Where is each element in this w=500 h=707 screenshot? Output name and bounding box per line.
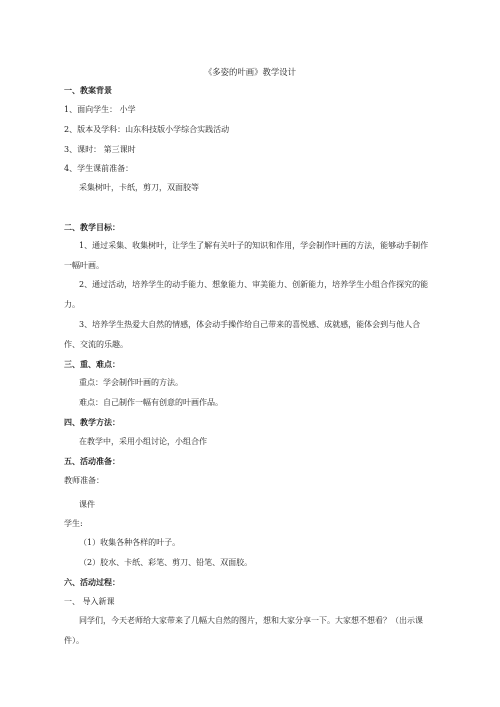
difficult-point: 难点：自己制作一幅有创意的叶画作品。 [79, 398, 223, 407]
section-heading-methods: 四、教学方法： [64, 417, 120, 427]
process-step-1-heading: 一、 导入新课 [64, 597, 115, 606]
target-students: 1、面向学生： 小学 [64, 105, 136, 114]
section-heading-preparation: 五、活动准备： [64, 456, 120, 466]
edition-subject: 2、版本及学科：山东科技版小学综合实践活动 [64, 125, 230, 134]
document-title: 《多姿的叶画》教学设计 [203, 67, 297, 77]
section-heading-objectives: 二、教学目标： [64, 222, 120, 232]
student-preparation-materials: 采集树叶，卡纸，剪刀，双面胶等 [79, 183, 199, 192]
section-heading-key-points: 三、重、难点： [64, 359, 120, 369]
key-point: 重点：学会制作叶画的方法。 [79, 378, 183, 387]
teacher-preparation-item: 课件 [79, 500, 95, 509]
teaching-method: 在教学中，采用小组讨论，小组合作 [79, 437, 207, 446]
objective-paragraph-1: 1、通过采集、收集树叶，让学生了解有关叶子的知识和作用，学会制作叶画的方法，能够动手制作一幅叶画。 [64, 241, 429, 270]
lesson-period: 3、课时： 第三课时 [64, 145, 136, 154]
teacher-preparation-label: 教师准备： [64, 476, 104, 485]
section-heading-background: 一、教案背景 [64, 85, 112, 95]
student-materials-item-2: （2）胶水、卡纸、彩笔、剪刀、铅笔、双面胶。 [79, 558, 253, 567]
process-step-1-paragraph: 同学们，今天老师给大家带来了几幅大自然的图片，想和大家分享一下。大家想不想看？（出示课件）。 [64, 616, 423, 645]
objective-paragraph-3: 3、培养学生热爱大自然的情感，体会动手操作给自己带来的喜悦感、成就感，能体会到与他人合作、交流的乐趣。 [64, 320, 421, 349]
section-heading-process: 六、活动过程： [64, 577, 120, 587]
student-preparation-label: 4、学生课前准备： [64, 164, 134, 173]
objective-paragraph-2: 2、通过活动，培养学生的动手能力、想象能力、审美能力、创新能力，培养学生小组合作探究的能力。 [64, 280, 429, 309]
student-materials-label: 学生: [64, 519, 83, 528]
student-materials-item-1: （1）收集各种各样的叶子。 [79, 538, 181, 547]
